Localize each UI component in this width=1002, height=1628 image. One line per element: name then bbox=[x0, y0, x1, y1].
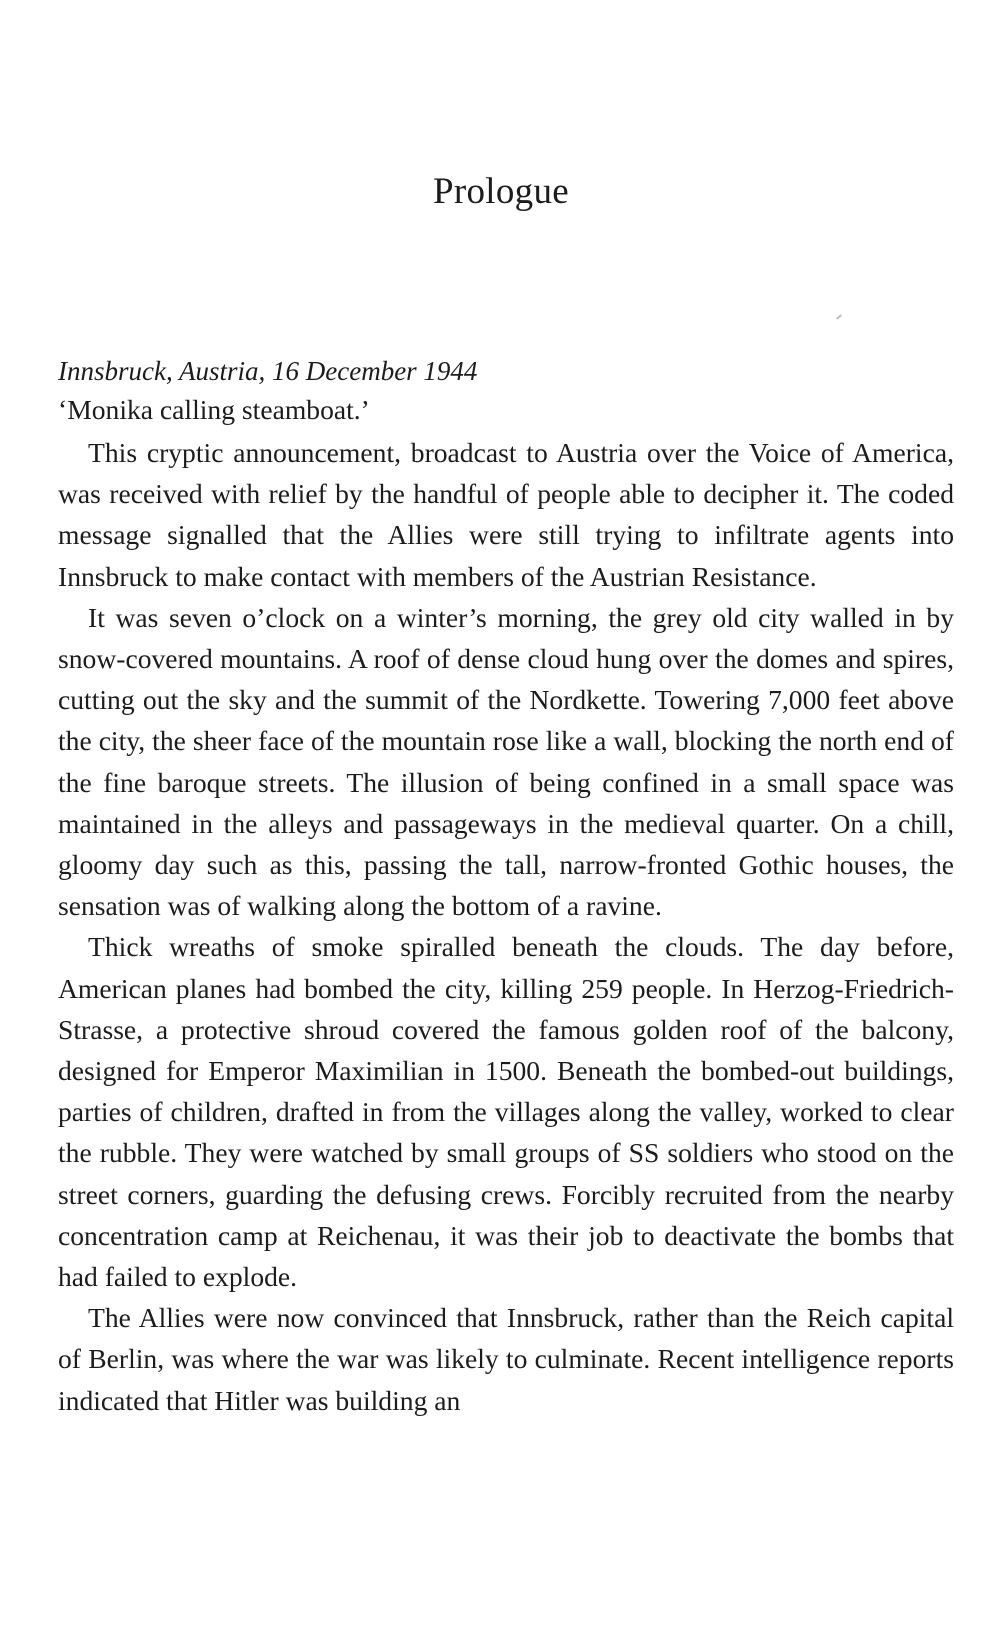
dateline: Innsbruck, Austria, 16 December 1944 bbox=[58, 356, 478, 386]
scan-speck bbox=[836, 314, 842, 319]
body-text bbox=[58, 352, 954, 1421]
paragraph-4: The Allies were now convinced that Innsbruck, rather than the Reich capital of Berlin, was where the war was likely to culminate. Recent intelligence reports indicated that Hitler was building an bbox=[58, 1302, 954, 1416]
paragraph-3: Thick wreaths of smoke spiralled beneath the clouds. The day before, American planes had bombed the city, killing 259 people. In Herzog-Friedrich-Strasse, a protective shroud covered the famous golden roof of the balcony, designed for Emperor Maximilian in 1500. Beneath the bombed-out buildings, parties of children, drafted in from the villages along the valley, worked to clear the rubble. They were watched by small groups of SS soldiers who stood on the street corners, guarding the defusing crews. Forcibly recruited from the nearby concentration camp at Reichenau, it was their job to deactivate the bombs that had failed to explode. bbox=[58, 931, 954, 1293]
paragraph-quote: ‘Monika calling steamboat.’ bbox=[58, 394, 370, 425]
paragraph-2: It was seven o’clock on a winter’s morning, the grey old city walled in by snow-covered mountains. A roof of dense cloud hung over the domes and spires, cutting out the sky and the summit of the Nordkette. Towering 7,000 feet above the city, the sheer face of the mountain rose like a wall, blocking the north end of the fine baroque streets. The illusion of being confined in a small space was maintained in the alleys and passageways in the medieval quarter. On a chill, gloomy day such as this, passing the tall, narrow-fronted Gothic houses, the sensation was of walking along the bottom of a ravine. bbox=[58, 601, 954, 922]
chapter-title-text: Prologue bbox=[432, 171, 569, 212]
paragraph-1: This cryptic announcement, broadcast to Austria over the Voice of America, was received with relief by the handful of people able to decipher it. The coded message signalled that the Allies were still trying to infiltrate agents into Innsbruck to make contact with members of the Austrian Resistance. bbox=[58, 437, 954, 592]
chapter-title bbox=[0, 170, 1002, 213]
